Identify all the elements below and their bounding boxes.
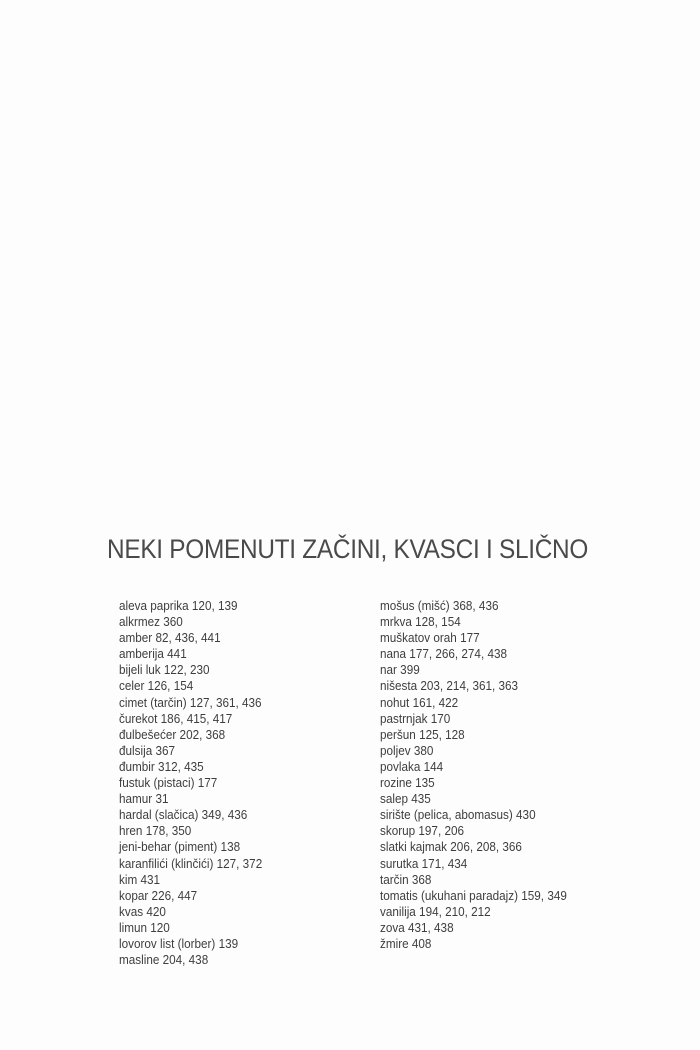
index-column-left [119,598,273,968]
index-entry: nišesta 203, 214, 361, 363 [380,679,519,694]
index-entry: aleva paprika 120, 139 [119,599,238,613]
index-entry: surutka 171, 434 [380,856,468,871]
index-entry: karanfilići (klinčići) 127, 372 [119,856,263,871]
index-entry: vanilija 194, 210, 212 [380,904,491,919]
index-entry: alkrmez 360 [119,615,183,630]
index-entry: hardal (slačica) 349, 436 [119,808,248,823]
index-entry: peršun 125, 128 [380,727,465,742]
index-entry: hren 178, 350 [119,824,192,839]
index-entry: limun 120 [119,920,170,935]
index-entry: hamur 31 [119,792,169,807]
index-entry: zova 431, 438 [380,920,454,935]
index-entry: celer 126, 154 [119,679,194,694]
index-entry: cimet (tarčin) 127, 361, 436 [119,695,262,710]
index-entry: kopar 226, 447 [119,888,198,903]
index-entry: čurekot 186, 415, 417 [119,711,233,726]
index-entry: nohut 161, 422 [380,695,459,710]
index-entry: bijeli luk 122, 230 [119,663,210,678]
index-entry: nana 177, 266, 274, 438 [380,647,508,662]
index-entry: povlaka 144 [380,759,444,774]
index-entry: masline 204, 438 [119,953,209,968]
index-entry: muškatov orah 177 [380,631,480,646]
index-entry: mrkva 128, 154 [380,615,461,630]
index-entry: kvas 420 [119,904,166,919]
index-entry: đulbešećer 202, 368 [119,727,226,742]
index-entry: kim 431 [119,872,161,887]
index-entry: đulsija 367 [119,743,176,758]
index-entry: lovorov list (lorber) 139 [119,936,239,951]
index-entry: sirište (pelica, abomasus) 430 [380,808,536,823]
index-entry: tomatis (ukuhani paradajz) 159, 349 [380,888,567,903]
index-entry: poljev 380 [380,743,434,758]
index-entry: žmire 408 [380,936,432,951]
index-entry: đumbir 312, 435 [119,759,204,774]
index-entry: fustuk (pistaci) 177 [119,776,218,791]
index-entry: amberija 441 [119,647,187,662]
page-title: NEKI POMENUTI ZAČINI, KVASCI I SLIČNO [107,534,589,564]
index-entry: rozine 135 [380,776,435,791]
index-column-right [380,598,581,952]
index-entry: salep 435 [380,792,431,807]
index-entry: amber 82, 436, 441 [119,631,221,646]
index-entry: slatki kajmak 206, 208, 366 [380,840,522,855]
index-entry: jeni-behar (piment) 138 [119,840,241,855]
index-entry: tarčin 368 [380,872,432,887]
index-entry: nar 399 [380,663,420,678]
index-entry: skorup 197, 206 [380,824,465,839]
index-entry: mošus (mišć) 368, 436 [380,599,499,613]
index-entry: pastrnjak 170 [380,711,451,726]
